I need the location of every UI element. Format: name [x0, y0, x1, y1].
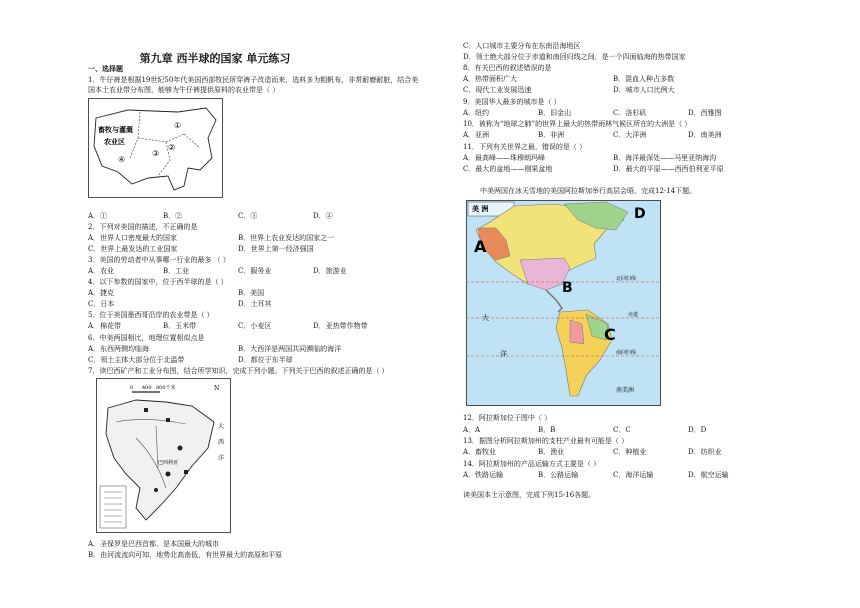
brazil-scale-0: 0 [130, 385, 134, 391]
q14-stem: 14．阿拉斯加州的产品运输方式主要是（ ） [463, 460, 601, 468]
us-map-mark-3: ③ [152, 149, 160, 158]
q9-option-a: A．纽约 [463, 109, 490, 117]
q10-option-d: D．南美洲 [688, 131, 722, 139]
q2-option-b: B．世界上农业发达的国家之一 [238, 234, 335, 242]
q1-option-c: C．③ [238, 212, 258, 220]
q4-option-d: D．土耳其 [238, 300, 272, 308]
us-map-label-pasture: 畜牧与灌溉 [98, 126, 133, 134]
q5-option-b: B．玉米带 [163, 322, 197, 330]
q7-option-b: B．由河流流向可知，地势北高南低，有世界最大的高原和平原 [88, 551, 283, 559]
section-heading: 一、选择题 [88, 65, 123, 73]
americas-letter-c: C [604, 325, 616, 344]
q14-option-b: B．公路运输 [538, 471, 579, 479]
q13-option-a: A．畜牧业 [463, 448, 497, 456]
q12-option-a: A．A [463, 426, 481, 434]
q12-option-b: B．B [538, 426, 556, 434]
brazil-north-arrow: N [214, 385, 220, 392]
q3-option-a: A．农业 [88, 267, 115, 275]
q3-stem: 3．美国的劳动者中从事哪一行业的最多 （ ） [88, 256, 230, 264]
americas-ocean-label-2: 洋 [500, 350, 507, 358]
brazil-industry-map [96, 378, 231, 533]
brazil-capital-label: 巴西利亚 [158, 460, 179, 466]
q5-option-c: C．小麦区 [238, 322, 272, 330]
q8-option-a: A．热带面积广大 [463, 75, 518, 83]
brazil-scale-400: 400 [142, 385, 152, 391]
q2-option-a: A．世界人口密度最大的国家 [88, 234, 178, 242]
q6-option-d: D．都位于东半球 [238, 356, 293, 364]
q12-option-d: D．D [688, 426, 707, 434]
q11-option-c: C．最大的盆地——刚果盆地 [463, 165, 553, 173]
americas-map [466, 200, 661, 406]
q12-option-c: C．C [613, 426, 631, 434]
q1-option-b: B．② [163, 212, 183, 220]
q13-option-c: C．种植业 [613, 448, 647, 456]
q13-option-b: B．渔业 [538, 448, 565, 456]
q8-option-c: C．现代工业发展迅速 [463, 86, 532, 94]
q2-option-c: C．世界上最发达的工业国家 [88, 245, 178, 253]
q1-stem-line2: 国本土农业带分布图，能够为牛仔裤提供原料的农业带是（ ） [88, 86, 280, 94]
q4-option-b: B．美国 [238, 289, 265, 297]
americas-label-tropic-capricorn: 南回归线 [616, 350, 637, 356]
americas-label-south-america: 南美洲 [616, 387, 635, 394]
q10-option-b: B．非洲 [538, 131, 565, 139]
q11-stem: 11．下列有关世界之最，错误的是（ ） [463, 143, 587, 151]
q14-option-a: A．铁路运输 [463, 471, 504, 479]
q5-option-d: D．亚热带作物带 [313, 322, 368, 330]
americas-letter-d: D [634, 206, 646, 222]
q13-stem: 13．据图分析阿拉斯加州的支柱产业最有可能是（ ） [463, 437, 629, 445]
q3-option-b: B．工业 [163, 267, 190, 275]
q9-option-d: D．西雅图 [688, 109, 722, 117]
q11-option-d: D．最大的平原——西西伯利亚平原 [613, 165, 724, 173]
q7-option-c: C．人口城市主要分布在东南沿海地区 [463, 42, 581, 50]
americas-label-tropic-cancer: 北回归线 [616, 276, 637, 282]
q10-option-c: C．大洋洲 [613, 131, 647, 139]
us-map-mark-4: ④ [118, 155, 126, 164]
q6-option-c: C．领土主体大部分位于北温带 [88, 356, 185, 364]
us-map-mark-2: ② [168, 143, 176, 152]
q9-option-c: C．洛杉矶 [613, 109, 647, 117]
brazil-ocean-label-3: 洋 [218, 455, 225, 462]
americas-letter-b: B [562, 280, 573, 296]
q7-option-a: A．圣保罗是巴西首都，是本国最大的城市 [88, 540, 220, 548]
q10-option-a: A．亚洲 [463, 131, 490, 139]
q7-option-d: D．领土绝大部分位于赤道和南回归线之间，是一个四面临海的热带国家 [463, 53, 686, 61]
q1-option-a: A．① [88, 212, 108, 220]
q5-option-a: A．棉花带 [88, 322, 122, 330]
q14-option-d: D．航空运输 [688, 471, 729, 479]
q11-option-a: A．最高峰——珠穆朗玛峰 [463, 154, 546, 162]
q3-option-d: D．旅游业 [313, 267, 347, 275]
us-map-mark-1: ① [174, 121, 182, 130]
q1-option-d: D．④ [313, 212, 333, 220]
q7-stem: 7．读巴西矿产和工业分布图，结合所学知识，完成下列小题。下列关于巴西的叙述正确的是（ ） [88, 367, 389, 375]
page-title: 第九章 西半球的国家 单元练习 [139, 52, 291, 65]
brazil-ocean-label-2: 西 [218, 439, 225, 446]
brazil-scale-800: 800千米 [156, 385, 176, 391]
q11-option-b: B．海洋最深处——马里亚纳海沟 [613, 154, 717, 162]
q12-14-intro: 中美两国在冰天雪地的美国阿拉斯加举行高层会晤。完成12-14下题。 [480, 187, 697, 195]
us-agriculture-map [88, 98, 223, 198]
q9-option-b: B．旧金山 [538, 109, 572, 117]
q8-option-d: D．城市人口比例大 [613, 86, 675, 94]
q6-stem: 6．中美两国相比，地理位置相似点是 [88, 334, 205, 342]
q6-option-b: B．大西洋是两国共同濒临的海洋 [238, 345, 342, 353]
q5-stem: 5．位于美国墨西哥沿岸的农业带是（ ） [88, 311, 214, 319]
q1-stem-line1: 1．牛仔裤是根据19世纪50年代美国西部牧民所穿裤子改造而来，选料多为粗帆布，非常耐磨耐脏，结合美 [88, 76, 419, 84]
q8-option-b: B．混血人种占多数 [613, 75, 675, 83]
q2-stem: 2．下列对美国的描述，不正确的是 [88, 223, 198, 231]
americas-map-header: 美 洲 [472, 205, 489, 213]
brazil-ocean-label-1: 大 [218, 423, 225, 430]
q15-16-intro: 读美国本土示意图，完成下列15-16各题。 [463, 491, 596, 499]
americas-label-equator: 赤道 [628, 312, 639, 318]
q9-stem: 9．美国华人最多的城市是（ ） [463, 98, 561, 106]
q4-stem: 4．以下参数的国家中，位于西半球的是（ ） [88, 278, 228, 286]
americas-ocean-label-1: 大 [482, 314, 489, 322]
q12-stem: 12．阿拉斯加位于图中（ ） [463, 414, 552, 422]
q4-option-a: A．捷克 [88, 289, 115, 297]
q10-stem: 10．被称为“地球之肺”的世界上最大的热带雨林气候区所在的大洲是（ ） [463, 120, 692, 128]
q2-option-d: D．世界上第一经济强国 [238, 245, 314, 253]
americas-letter-a: A [474, 237, 487, 256]
q13-option-d: D．纺织业 [688, 448, 722, 456]
q8-stem: 8．有关巴西的叙述错误的是 [463, 64, 552, 72]
q6-option-a: A．东西两侧均临海 [88, 345, 150, 353]
q4-option-c: C．日本 [88, 300, 115, 308]
q14-option-c: C．海洋运输 [613, 471, 654, 479]
q3-option-c: C．服务业 [238, 267, 272, 275]
us-map-label-agri: 农业区 [104, 138, 125, 146]
